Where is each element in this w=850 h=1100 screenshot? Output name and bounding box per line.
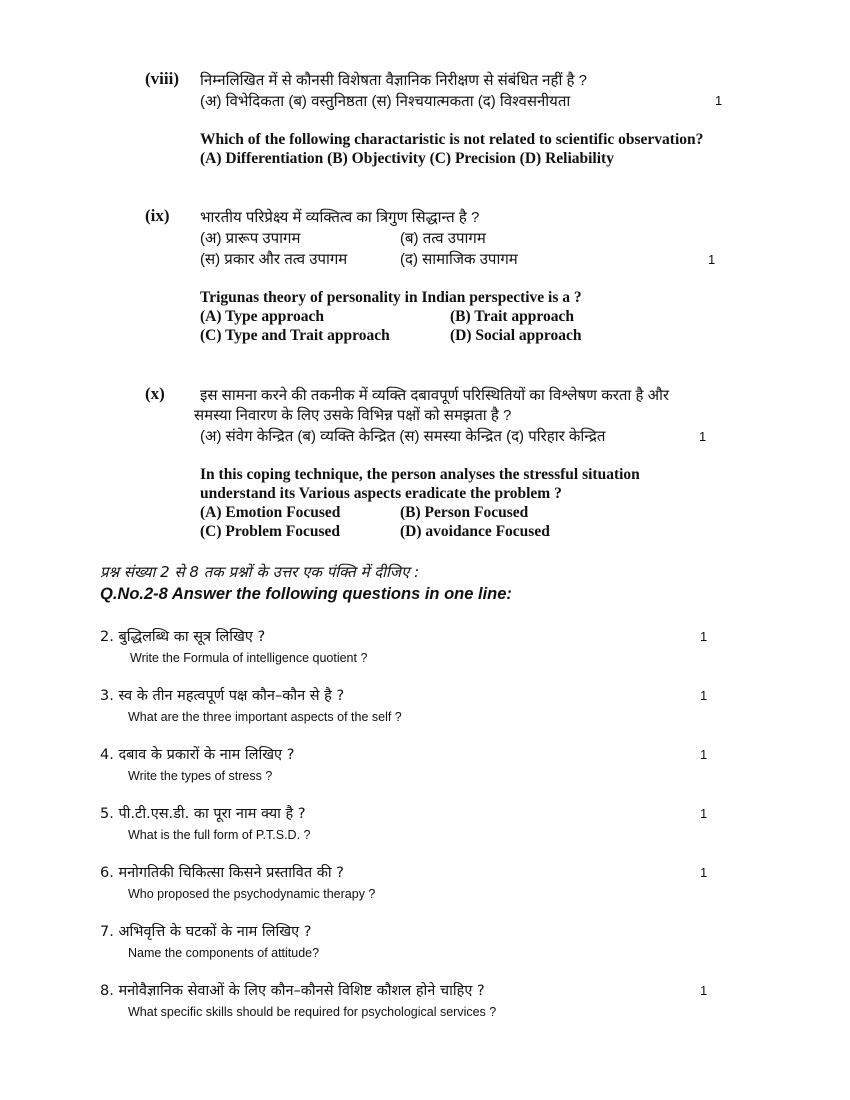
english-question: Which of the following charactaristic is not related to scientific observation? (200, 131, 704, 148)
marks: 1 (700, 688, 708, 703)
english-option-c: (C) Problem Focused (200, 523, 341, 540)
hindi-option-c: (स) प्रकार और तत्व उपागम (200, 251, 348, 268)
marks: 1 (699, 429, 707, 444)
english-option-d: (D) avoidance Focused (400, 523, 550, 540)
marks: 1 (715, 93, 723, 108)
section-heading-hindi: प्रश्न संख्या 2 से 8 तक प्रश्नों के उत्तर एक पंक्ति में दीजिए : (100, 563, 420, 581)
english-question: Write the Formula of intelligence quotient ? (130, 651, 368, 665)
section-heading-english: Q.No.2-8 Answer the following questions in one line: (100, 585, 512, 603)
hindi-question-line1: इस सामना करने की तकनीक में व्यक्ति दबावपूर्ण परिस्थितियों का विश्लेषण करता है और (200, 387, 670, 404)
english-option-d: (D) Social approach (450, 327, 582, 344)
marks: 1 (700, 747, 708, 762)
marks: 1 (700, 629, 708, 644)
english-question-line1: In this coping technique, the person analyses the stressful situation (200, 466, 640, 483)
question-number: (x) (145, 384, 165, 403)
question-number: (ix) (145, 206, 170, 225)
hindi-options: (अ) संवेग केन्द्रित (ब) व्यक्ति केन्द्रित (स) समस्या केन्द्रित (द) परिहार केन्द्रित (200, 428, 606, 445)
hindi-option-b: (ब) तत्व उपागम (400, 230, 486, 247)
english-option-a: (A) Type approach (200, 308, 325, 325)
hindi-question: 3. स्व के तीन महत्वपूर्ण पक्ष कौन–कौन से है ? (100, 688, 345, 704)
english-option-b: (B) Trait approach (450, 308, 575, 325)
hindi-option-d: (द) सामाजिक उपागम (400, 251, 518, 268)
hindi-question: 6. मनोगतिकी चिकित्सा किसने प्रस्तावित की ? (100, 865, 344, 881)
english-question: Trigunas theory of personality in Indian perspective is a ? (200, 289, 582, 306)
english-question: Who proposed the psychodynamic therapy ? (128, 887, 376, 901)
english-question: What are the three important aspects of the self ? (128, 710, 402, 724)
english-question: What specific skills should be required for psychological services ? (128, 1005, 497, 1019)
english-option-c: (C) Type and Trait approach (200, 327, 390, 344)
marks: 1 (700, 865, 708, 880)
english-question-line2: understand its Various aspects eradicate the problem ? (200, 485, 562, 502)
english-question: Name the components of attitude? (128, 946, 320, 960)
marks: 1 (708, 252, 716, 267)
hindi-question: भारतीय परिप्रेक्ष्य में व्यक्तित्व का त्रिगुण सिद्धान्त है ? (200, 209, 480, 226)
english-option-b: (B) Person Focused (400, 504, 529, 521)
hindi-question: 5. पी.टी.एस.डी. का पूरा नाम क्या है ? (100, 806, 306, 822)
question-number: (viii) (145, 69, 179, 88)
english-question: What is the full form of P.T.S.D. ? (128, 828, 311, 842)
hindi-question: 2. बुद्धिलब्धि का सूत्र लिखिए ? (100, 629, 266, 645)
english-options: (A) Differentiation (B) Objectivity (C) Precision (D) Reliability (200, 150, 614, 167)
hindi-options: (अ) विभेदिकता (ब) वस्तुनिष्ठता (स) निश्चयात्मकता (द) विश्वसनीयता (200, 93, 571, 110)
marks: 1 (700, 983, 708, 998)
english-question: Write the types of stress ? (128, 769, 273, 783)
hindi-option-a: (अ) प्रारूप उपागम (200, 230, 301, 247)
hindi-question: 8. मनोवैज्ञानिक सेवाओं के लिए कौन–कौनसे विशिष्ट कौशल होने चाहिए ? (100, 983, 485, 999)
english-option-a: (A) Emotion Focused (200, 504, 341, 521)
hindi-question: 4. दबाव के प्रकारों के नाम लिखिए ? (100, 747, 295, 763)
marks: 1 (700, 806, 708, 821)
hindi-question-line2: समस्या निवारण के लिए उसके विभिन्न पक्षों को समझता है ? (194, 407, 512, 424)
hindi-question: 7. अभिवृत्ति के घटकों के नाम लिखिए ? (100, 924, 312, 940)
hindi-question: निम्नलिखित में से कौनसी विशेषता वैज्ञानिक निरीक्षण से संबंधित नहीं है ? (200, 72, 587, 89)
